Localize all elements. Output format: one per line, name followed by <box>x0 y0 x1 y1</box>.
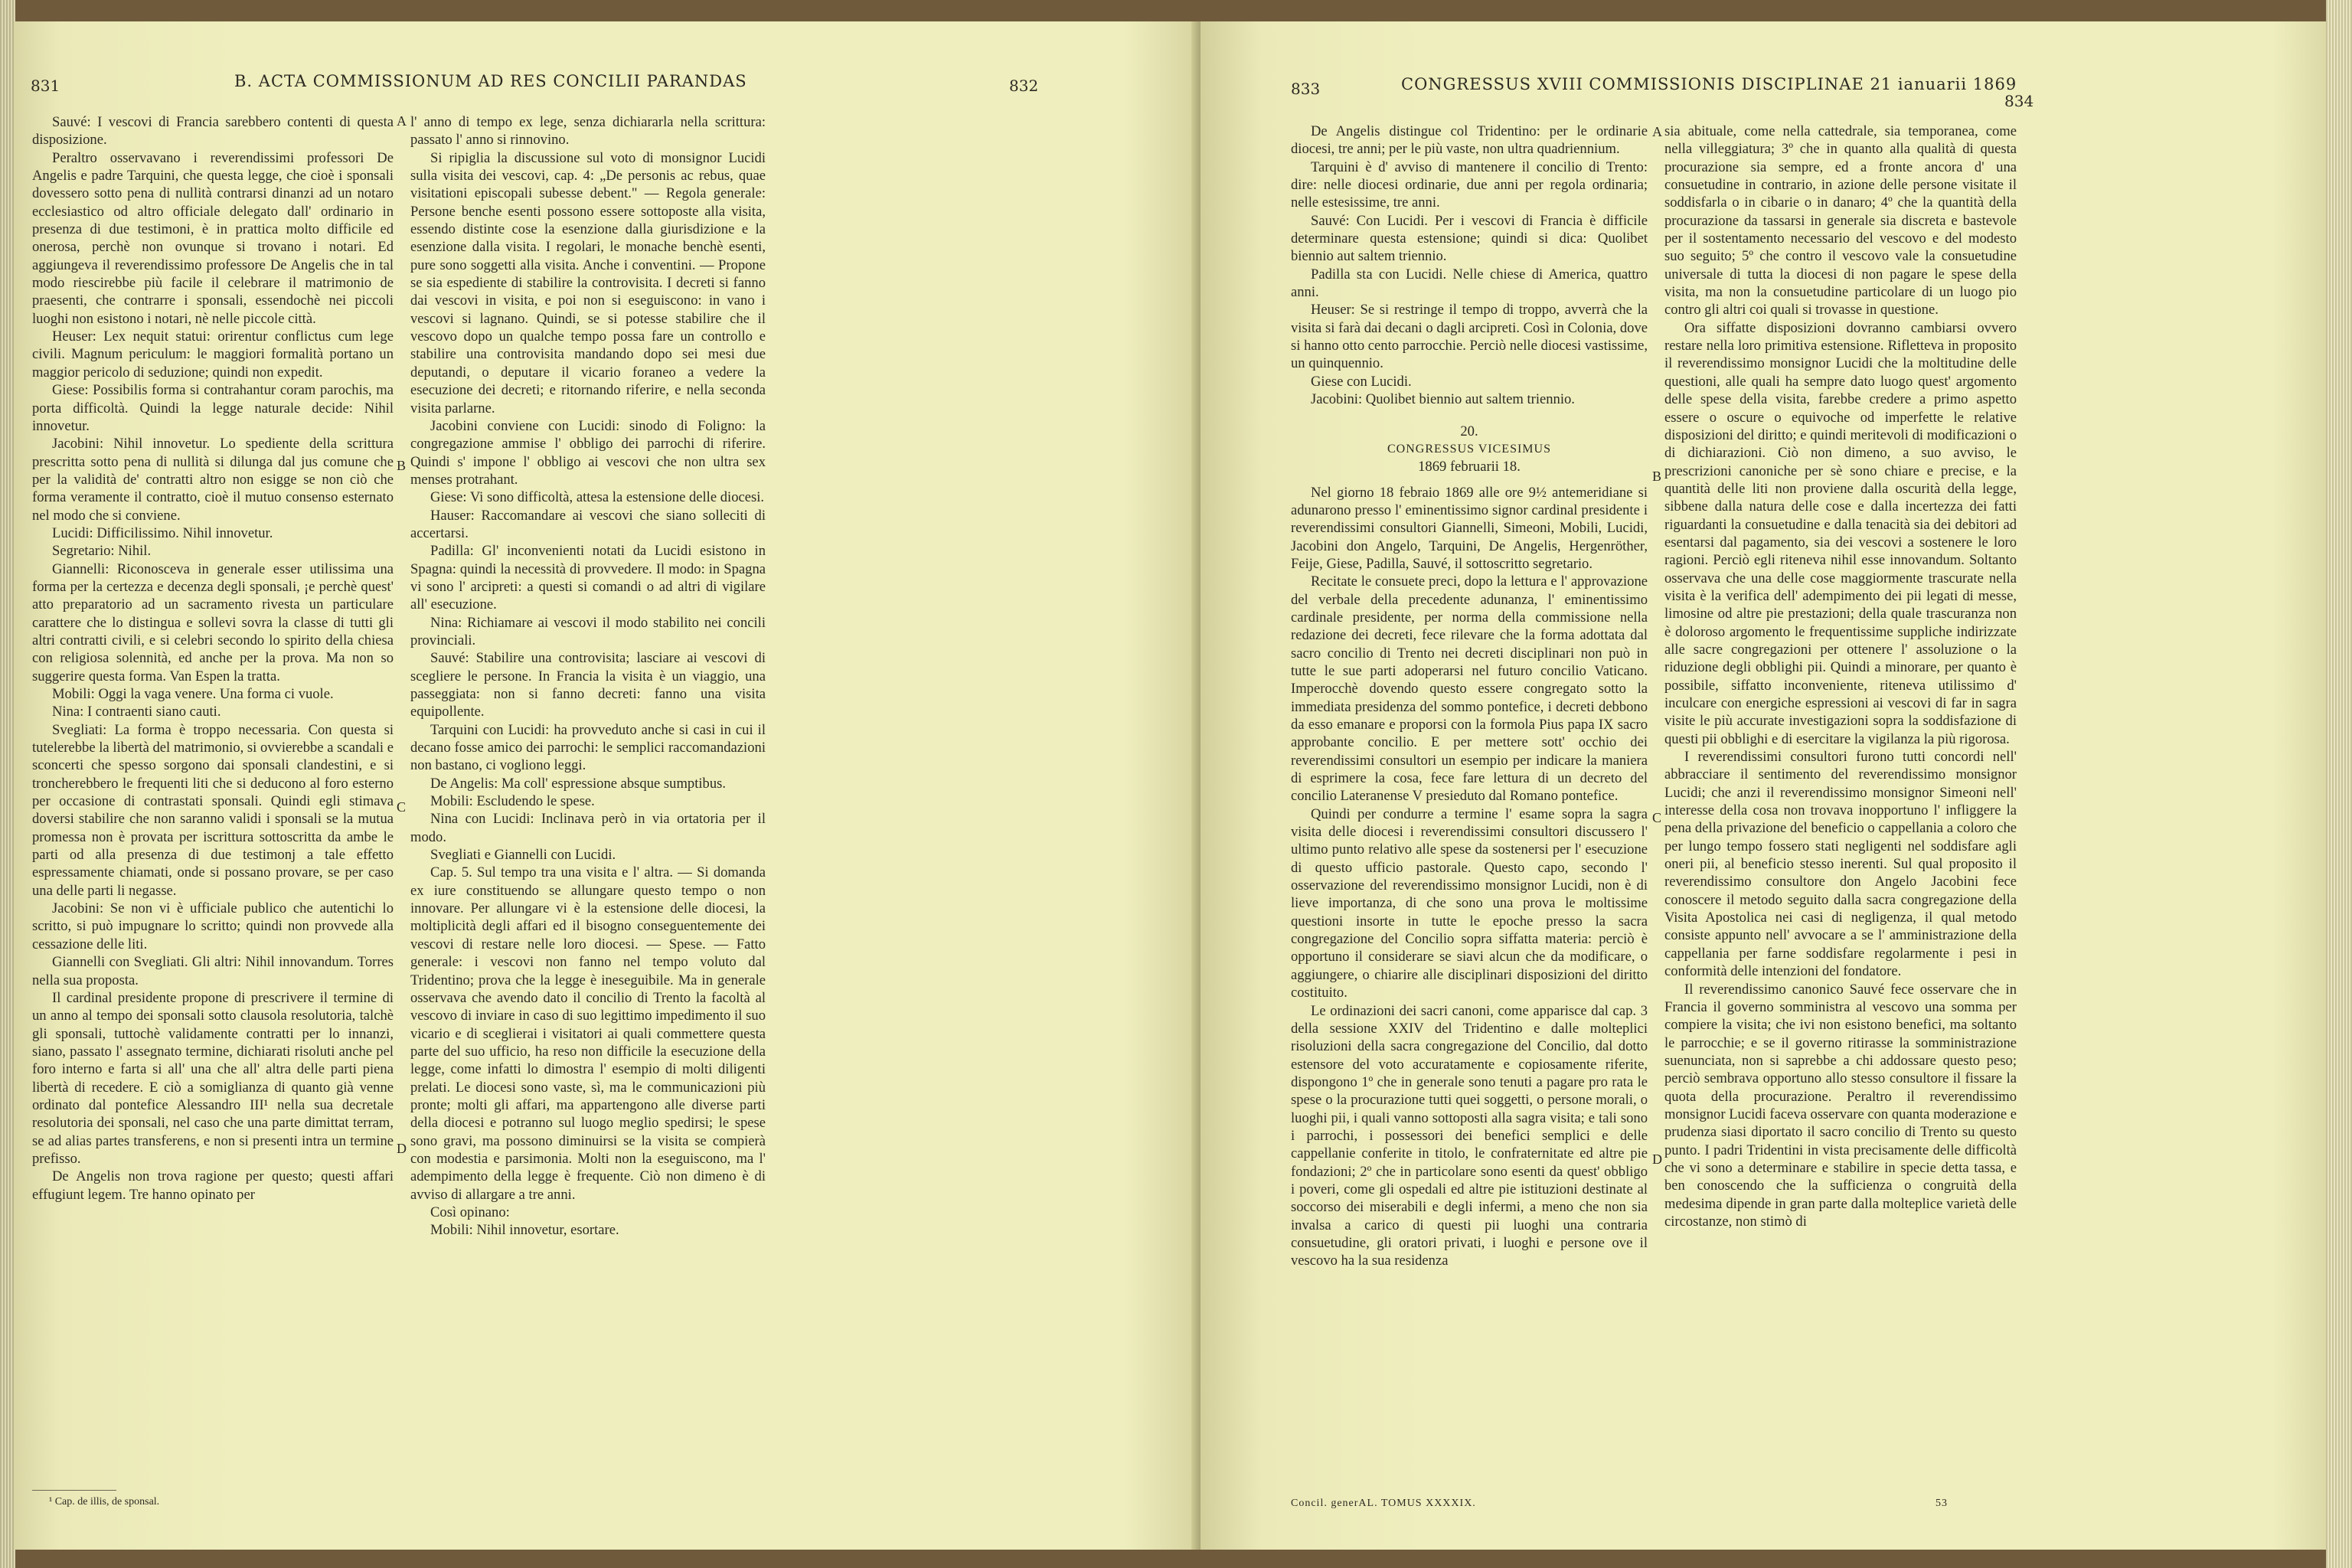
paragraph: Tarquini con Lucidi: ha provveduto anche si casi in cui il decano fosse amico dei parrochi: le semplici raccomandazioni non bastano, ci vogliono leggi. <box>410 721 766 774</box>
paragraph: Segretario: Nihil. <box>52 543 152 560</box>
paragraph: Mobili: Oggi la vaga venere. Una forma ci vuole. <box>52 686 334 702</box>
left-page <box>14 21 1200 1550</box>
book-right-edge <box>2326 0 2352 1568</box>
margin-letter: A <box>397 113 407 129</box>
paragraph: Giese: Vi sono difficoltà, attesa la estensione delle diocesi. <box>430 489 765 506</box>
section-number: 20. <box>1460 423 1478 439</box>
paragraph: De Angelis non trova ragione per questo; questi affari effugiunt legem. Tre hanno opinato per <box>32 1168 394 1203</box>
paragraph: Heuser: Se si restringe il tempo di troppo, avverrà che la visita si farà dai decani o dagli arcipreti. Così in Colonia, dove si hanno otto cento parrocchie. Perciò nelle diocesi vastissime, un quinquennio. <box>1291 302 1648 372</box>
paragraph: Quindi per condurre a termine l' esame sopra la sagra visita delle diocesi i reverendissimi consultori discussero l' ultimo punto relativo alle spese da sostenersi per l' esecuzione di questo ufficio pastorale. Questo capo, secondo l' osservazione del reverendissimo monsignor Lucidi, non è di lieve importanza, di che sono una prova le moltissime questioni insorte in tutte le epoche presso la sacra congregazione del Concilio sopra siffatta materia: perciò è opportuno il considerare se siavi alcun che da modificare, o aggiungere, o chiarire alle disciplinari disposizioni del diritto costituito. <box>1291 805 1648 1001</box>
margin-letter: D <box>397 1141 407 1156</box>
text-column <box>1664 122 2017 1230</box>
page-number: 834 <box>2004 92 2034 110</box>
paragraph: I reverendissimi consultori furono tutti concordi nell' abbracciare il sentimento del reverendissimo monsignor Lucidi; che anzi il reverendissimo monsignor Simeoni nell' interesse della cosa non trovava inopportuno l' infliggere la pena della privazione del beneficio o cappellania a coloro che per lungo tempo fossero stati negligenti nel soddisfare agli oneri pii, al beneficio stesso inerenti. Sul qual proposito il reverendissimo consultore don Angelo Jacobini fece conoscere il metodo seguito dalla sacra congregazione della Visita Apostolica nei casi di negligenza, il qual metodo consiste appunto nell' avvocare a se l' amministrazione della cappellania per farne soddisfare regolarmente i pesi in conformità delle intenzioni del fondatore. <box>1664 749 2017 980</box>
paragraph: Tarquini è d' avviso di mantenere il concilio di Trento: dire: nelle diocesi ordinarie, due anni per regola ordinaria; nelle estesissime, tre anni. <box>1291 158 1648 211</box>
paragraph: Svegliati e Giannelli con Lucidi. <box>430 847 616 864</box>
footnote-rule <box>32 1490 116 1491</box>
paragraph: Hauser: Raccomandare ai vescovi che siano solleciti di accertarsi. <box>410 507 766 541</box>
signature-line: Concil. generAL. TOMUS XXXXIX. <box>1291 1498 1476 1509</box>
paragraph: sia abituale, come nella cattedrale, sia temporanea, come nella villeggiatura; 3º che in quanto alla qualità di questa procurazione sia sempre, ed a fronte ancora d' una consuetudine in contrario, in azione delle persone visitate il soddisfarla o in cibarie o in danaro; 4º che la quantità della procurazione da tassarsi in generale sia discreta e bastevole per il sostentamento necessario del vescovo e del modesto suo seguito; 5º che contro il vescovo vale la consuetudine universale di tutta la diocesi di non pagare le spese della visita, ma non la consuetudine particolare di un luogo pio contro gli altri coi quali si trovasse in questione. <box>1664 123 2017 318</box>
section-date: 1869 februarii 18. <box>1418 459 1521 475</box>
paragraph: Il reverendissimo canonico Sauvé fece osservare che in Francia il governo somministra al vescovo una somma per compiere la visita; che ivi non esistono benefici, ma soltanto le parrocchie; e se il governo ritirasse la somministrazione suenunciata, non si saprebbe a chi addossare questo peso; perciò sembrava opportuno allo stesso consultore il fissare la quota della procurazione. Peraltro il reverendissimo monsignor Lucidi faceva osservare con quanta moderazione e prudenza siasi diportato il sacro concilio di Trento su questo punto. I padri Tridentini in vista precisamente delle difficoltà che vi sono a determinare e stabilire in specie detta tassa, e ben conoscendo che la sufficienza o congruità della medesima dipende in gran parte dalla molteplice varietà delle circostanze, non stimò di <box>1664 981 2017 1230</box>
paragraph: Recitate le consuete preci, dopo la lettura e l' approvazione del verbale della precedente adunanza, l' eminentissimo cardinale presidente, per norma della commissione nella redazione dei decreti, fece rilevare che la forma adottata dal sacro concilio di Trento nei decreti disciplinari non può in tutte le sue parti adoperarsi nel futuro concilio Vaticano. Imperocchè dovendo questo essere congregato sotto la immediata presidenza del sommo pontefice, i decreti debbono da esso emanare e proporsi con la formola Pius papa IX sacro approbante concilio. E per mettere sott' occhio dei reverendissimi consultori un esempio per indicare la maniera di esprimere la cosa, fece fare lettura di un decreto del concilio Lateranense V presieduto dal Romano pontefice. <box>1291 573 1648 805</box>
paragraph: Svegliati: La forma è troppo necessaria. Con questa si tutelerebbe la libertà del matrimonio, si ovvierebbe a scandali e sconcerti che spesso sorgono dai sponsali clandestini, e si troncherebbero le frequenti liti che si deducono al foro esterno per occasione di contrastati sponsali. Quindi egli stimava doversi stabilire che non saranno validi i sponsali se la mutua promessa non è provata per iscrittura sottoscritta da ambe le parti od alla presenza di due testimonj a tale effetto espressamente chiamati, onde si possano provare, se per caso una delle parti li negasse. <box>32 721 394 899</box>
margin-letter: B <box>397 458 407 473</box>
paragraph: Giannelli con Svegliati. Gli altri: Nihil innovandum. Torres nella sua proposta. <box>32 954 394 988</box>
margin-letter: D <box>1652 1152 1662 1167</box>
running-head: B. ACTA COMMISSIONUM AD RES CONCILII PARANDAS <box>234 72 747 90</box>
paragraph: Mobili: Nihil innovetur, esortare. <box>430 1222 619 1239</box>
text-column <box>410 113 766 1240</box>
paragraph: Nina: Richiamare ai vescovi il modo stabilito nei concili provinciali. <box>410 614 766 648</box>
running-head: CONGRESSUS XVIII COMMISSIONIS DISCIPLINAE 21 ianuarii 1869 <box>1401 75 2017 93</box>
paragraph: Padilla sta con Lucidi. Nelle chiese di America, quattro anni. <box>1291 266 1648 301</box>
paragraph: Jacobini: Quolibet biennio aut saltem triennio. <box>1311 391 1575 408</box>
page-number: 832 <box>1009 77 1039 95</box>
paragraph: Giannelli: Riconosceva in generale esser utilissima una forma per la certezza e decenza degli sponsali, ¡e perchè quest' atto preparatorio ad un sacramento rivesta un particulare carattere che lo distingua e sollevi sovra la classe di tutti gli altri contratti civili, e si celebri secondo lo spirito della chiesa con religiosa solennità, ed anche per la prova. Ma non so suggerire questa forma. Van Espen la tratta. <box>32 560 394 684</box>
paragraph: Nina: I contraenti siano cauti. <box>52 704 221 720</box>
paragraph: De Angelis: Ma coll' espressione absque sumptibus. <box>430 775 727 792</box>
paragraph: Heuser: Lex nequit statui: orirentur conflictus cum lege civili. Magnum periculum: le maggiori formalità portano un maggior pericolo di seduzione; quindi non expedit. <box>32 328 394 381</box>
paragraph: l' anno di tempo ex lege, senza dichiararla nella scrittura: passato l' anno si rinnovino. <box>410 114 766 149</box>
paragraph: Jacobini: Nihil innovetur. Lo spediente della scrittura prescritta sotto pena di nullità si dilunga dal jus comune che per la validità de' contratti altro non esigge se non ciò che forma veramente il contratto, cioè il mutuo consenso esternato nel modo che si conviene. <box>32 436 394 524</box>
section-title: CONGRESSUS VICESIMUS <box>1387 442 1551 456</box>
paragraph: Il cardinal presidente propone di prescrivere il termine di un anno al tempo dei sponsali sotto clausola resolutoria, talchè gli sponsali, tuttochè validamente contratti per lo innanzi, siano, passato l' assegnato termine, dichiarati risoluti anche pel foro interno e farta si all' una che all' altra delle parti piena libertà di recedere. E ciò a somiglianza di quanto già venne ordinato dal pontefice Alessandro III¹ nella sua decretale resolutoria dei sponsali, nel caso che una parte dimittat terram, se ad alias partes transferens, e non si presenti intra un termine prefisso. <box>32 989 394 1167</box>
margin-letter: C <box>397 799 407 815</box>
margin-letter: B <box>1652 469 1662 484</box>
paragraph: Sauvé: I vescovi di Francia sarebbero contenti di questa disposizione. <box>32 114 394 149</box>
paragraph: Ora siffatte disposizioni dovranno cambiarsi ovvero restare nella loro primitiva estensione. Rifletteva in proposito il reverendissimo monsignor Lucidi che la moltitudine delle questioni, alle quali ha sempre dato luogo quest' argomento delle spese della visita, farebbe credere a primo aspetto essere o oscure o equivoche od imperfette le relative disposizioni del diritto; e quindi meritevoli di modificazioni o di dichiarazioni. Ciò non dimeno, a suo avviso, le prescrizioni canoniche per sè sono chiare e precise, e la quantità delle liti non proviene dalla oscurità della legge, sibbene dalla natura delle cose e dalla incertezza dei fatti riguardanti la consuetudine e dalla tenacità sia dei debitori ad esentarsi dal pagamento, sia dei vescovi a sostenere le loro ragioni. Perciò egli riteneva nihil esse innovandum. Soltanto osservava che una delle cose maggiormente trascurate nella visita è la verifica dell' adempimento dei pii legati di messe, limosine od altre pie prestazioni; della quale trascuranza non è doloroso argomento le frequentissime suppliche indirizzate alle sacre congregazioni per ottenere l' assoluzione o la riduzione degli obblighi pii. Quindi a minorare, per quanto è possibile, siffatto inconveniente, riteneva utilissimo d' inculcare con energiche espressioni ai vescovi di far in sagra visite le più accurate investigazioni sopra la soddisfazione di questi pii obblighi e di esercitare la vigilanza la più rigorosa. <box>1664 319 2017 747</box>
paragraph: Jacobini: Se non vi è ufficiale publico che autentichi lo scritto, si può impugnare lo scritto; quindi non provvede alla cessazione delle liti. <box>32 900 394 952</box>
margin-letter: C <box>1652 810 1662 825</box>
paragraph: Nina con Lucidi: Inclinava però in via ortatoria per il modo. <box>410 811 766 845</box>
paragraph: Giese: Possibilis forma si contrahantur coram parochis, ma porta difficoltà. Quindi la legge naturale decide: Nihil innovetur. <box>32 382 394 434</box>
text-column <box>1291 122 1648 1270</box>
paragraph: Sauvé: Stabilire una controvisita; lasciare ai vescovi di scegliere le persone. In Francia la visita è un viaggio, una passeggiata: non si fanno decreti: fanno una visita equipollente. <box>410 650 766 720</box>
paragraph: Cap. 5. Sul tempo tra una visita e l' altra. — Si domanda ex iure constituendo se allungare questo tempo o non innovare. Per allungare vi è la estensione delle diocesi, la moltiplicità degli affari ed il bisogno conseguentemente dei vescovi di restare nelle loro diocesi. — Spese. — Fatto generale: i vescovi non fanno nel tempo voluto dal Tridentino; prova che la legge è ineseguibile. Ma in generale osservava che avendo dato il concilio di Trento la facoltà al vescovo di inviare in caso di suo legittimo impedimento il suo vicario e di sceglierai i visitatori ai quali commettere questa parte del suo ufficio, ha reso non difficile la esecuzione della legge, come infatti lo dimostra l' esempio di molti diligenti prelati. Le diocesi sono vaste, sì, ma le communicazioni più pronte; molti gli affari, ma appartengono alle diverse parti della diocesi e potranno sul luogo meglio spedirsi; le spese sono gravi, ma possono diminuirsi se la visita se compierà con modestia e parsimonia. Molti non la eseguiscono, ma l' adempimento della legge è frequente. Ciò non dimeno è di avviso di allargare a tre anni. <box>410 864 766 1203</box>
paragraph: Giese con Lucidi. <box>1311 373 1412 390</box>
paragraph: Mobili: Escludendo le spese. <box>430 793 595 810</box>
margin-letter: A <box>1652 124 1662 139</box>
paragraph: Così opinano: <box>430 1204 510 1220</box>
paragraph: De Angelis distingue col Tridentino: per le ordinarie diocesi, tre anni; per le più vaste, non ultra quadriennium. <box>1291 123 1648 158</box>
paragraph: Padilla: Gl' inconvenienti notati da Lucidi esistono in Spagna: quindi la necessità di provvedere. Il modo: in Spagna vi sono l' arcipreti: a questi si comandi o ad altri di vigilare all' esecuzione. <box>410 543 766 613</box>
footnote: ¹ Cap. de illis, de sponsal. <box>49 1496 160 1508</box>
signature-number: 53 <box>1936 1498 1948 1509</box>
paragraph: Jacobini conviene con Lucidi: sinodo di Foligno: la congregazione ammise l' obbligo dei parrochi di riferire. Quindi s' impone l' obbligo ai vescovi che non ultra sex menses protrahant. <box>410 417 766 488</box>
paragraph: Peraltro osservavano i reverendissimi professori De Angelis e padre Tarquini, che questa legge, che cioè i sponsali dovessero sotto pena di nullità contrarsi dinanzi ad un notaro ecclesiastico od altro officiale delegato dall' ordinario in presenza di due testimoni, è in prattica molto difficile ed onerosa, perchè non ovunque si trovano i notari. Ed aggiungeva il reverendissimo professore De Angelis che in tal modo riescirebbe più facile il celebrare il matrimonio de praesenti, che contrarre i sponsali, essendochè nei piccoli luoghi non esistono i notari, nè nelle piccole città. <box>32 149 394 327</box>
paragraph: Sauvé: Con Lucidi. Per i vescovi di Francia è difficile determinare questa estensione; quindi si dica: Quolibet biennio aut saltem triennio. <box>1291 212 1648 265</box>
book-left-edge <box>0 0 15 1568</box>
paragraph: Si ripiglia la discussione sul voto di monsignor Lucidi sulla visita dei vescovi, cap. 4: „De personis ac rebus, quae visitationi episcopali subesse debent." — Regola generale: Persone benche esenti possono essere sottoposte alla visita, essendo distinte cose la esenzione dalla giurisdizione e la esenzione dalla visita. I regolari, le monache benchè esenti, pure sono soggetti alla visita. Anche i conventini. — Propone se sia espediente di stabilire la controvisita. I decreti si fanno dai vescovi in visita, e poi non si eseguiscono: in vano i vescovi si lagnano. Quindi, se si potesse stabilire che il vescovo dopo un qualche tempo possa fare un controllo e stabilire una controvisita mandando dopo sei mesi due deputandi, o deputare il vicario foraneo a vedere la esecuzione dei decreti; e ritornando riferire, e nella seconda visita parlarne. <box>410 149 766 416</box>
page-number: 831 <box>31 77 60 95</box>
paragraph: Lucidi: Difficilissimo. Nihil innovetur. <box>52 524 273 541</box>
page-number: 833 <box>1291 80 1321 98</box>
paragraph: Le ordinazioni dei sacri canoni, come apparisce dal cap. 3 della sessione XXIV del Tridentino e dalle molteplici risoluzioni della sacra congregazione del Concilio, dal dotto estensore del voto accuratamente e copiosamente riferite, dispongono 1º che in generale sono tenuti a pagare pro rata le spese o la procurazione tutti quei soggetti, o persone morali, o luoghi pii, i quali vanno sottoposti alla sagra visita; e tali sono i parrochi, i possessori dei benefici semplici e delle cappellanie conferite in titolo, le confraternitate ed altre pie fondazioni; 2º che in particolare sono esenti da quest' obbligo i poveri, come gli ospedali ed altre pie istituzioni destinate al soccorso dei miserabili e degli infermi, a meno che non sia invalsa a carico di questi pii luoghi una contraria consuetudine, gli oratori privati, i luoghi e persone ove il vescovo ha la sua residenza <box>1291 1002 1648 1269</box>
right-page <box>1200 21 2326 1550</box>
text-column <box>32 113 394 1204</box>
paragraph: Nel giorno 18 febraio 1869 alle ore 9½ antemeridiane si adunarono presso l' eminentissimo signor cardinal presidente i reverendissimi consultori Giannelli, Simeoni, Mobili, Lucidi, Jacobini don Angelo, Tarquini, De Angelis, Hergenröther, Feije, Giese, Padilla, Sauvé, il sottoscritto segretario. <box>1291 484 1648 572</box>
